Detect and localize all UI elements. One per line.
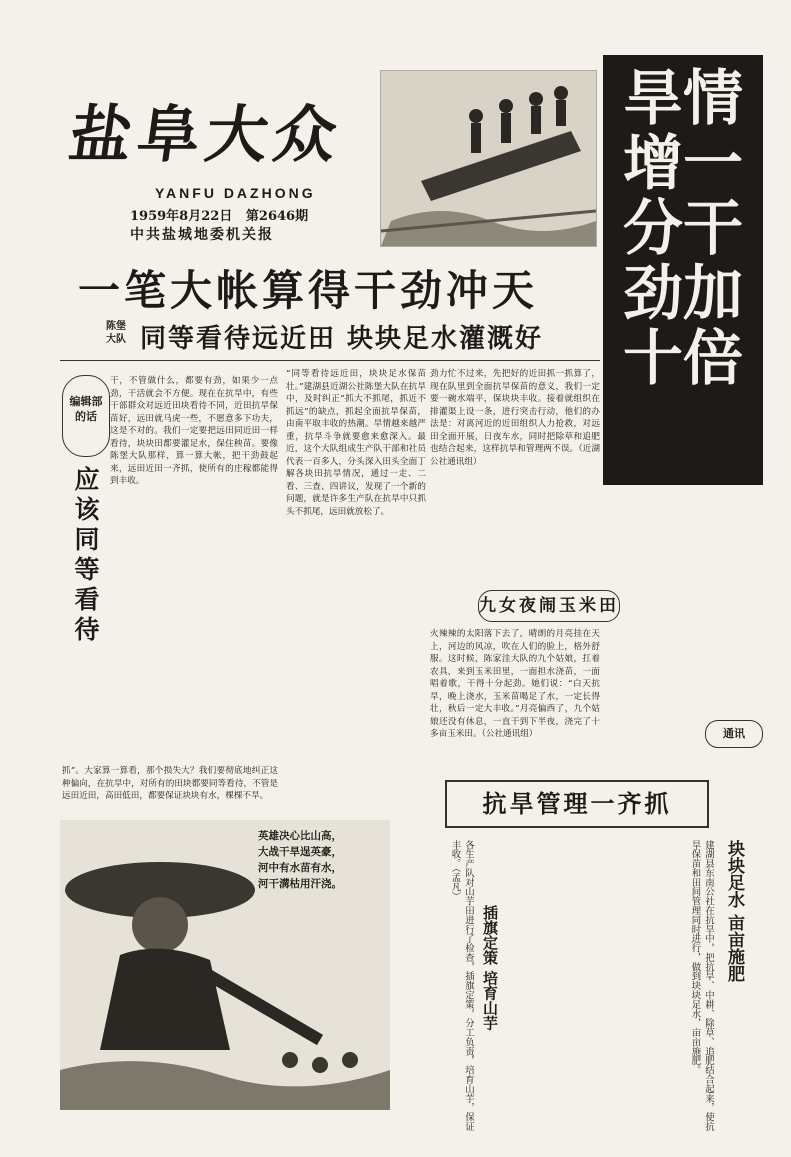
main-story-column-1: “同等看待远近田，块块足水保苗壮。”建湖县近湖公社陈堡大队在抗旱中，及时纠正“抓大不抓尾，抓近不抓远”的缺点，抓起全面抗旱保苗，由南平取丰收的热潮。旱情越来越严重，抗旱斗争就要愈来愈深入。最近，这个大队组成生产队干部和社员代表一百多人，分头深入田头全面丁解各块田抗旱情况，通过一走、二看、三查、四讲议，发现了一个新的问题，就是许多生产队在抗旱中只抓头不抓尾，远田就放松了。 bbox=[286, 369, 426, 517]
story3-title: 抗旱管理一齐抓 bbox=[445, 780, 709, 828]
issue-number: 第2646期 bbox=[245, 209, 309, 224]
story3-subhead-b: 插旗定策 培育山芋 bbox=[481, 905, 499, 1031]
story2-body-right bbox=[605, 490, 765, 715]
main-headline: 一笔大帐算得干劲冲天 bbox=[78, 266, 539, 315]
main-story-column-3: 劲力忙不过来，先把好的近田抓一抓算了，现在队里到全面抗旱保苗的意义，我们一定要一碗水端平，保块块丰收。接着就组织在排灌渠上设一条，进行突击行动，他们的办法是：对离河近的近田组织人力抢救，对远田全面开展，日夜车水，同时把除草和追肥也结合起来，这样抗旱和管理两不误。（近湖公社通讯组） bbox=[430, 369, 600, 467]
headline-divider bbox=[60, 360, 600, 361]
masthead-title: 盐阜大众 bbox=[64, 98, 348, 171]
headline-kicker: 陈堡大队 bbox=[106, 321, 126, 345]
story3-body-b: 各生产队对山芋田进行了检查，插旗定策，分工负责，培育山芋，保证丰收。（孟凡） bbox=[449, 840, 474, 1132]
dateline bbox=[130, 205, 308, 224]
commentary-badge-label: 编辑部的话 bbox=[69, 395, 103, 423]
story2-title: 九女夜闹玉米田 bbox=[478, 590, 620, 622]
slogan-banner bbox=[603, 55, 763, 485]
poem bbox=[258, 828, 386, 892]
story2-body: 火辣辣的太阳落下去了，晴朗的月亮挂在天上，河边的风凉，吹在人们的脸上，格外舒服。这时候，陈家洼大队的九个姑娘，扛着农具，来到玉米田里，一面担水浇苗，一面唱着歌，干得十分起劲。她们说：“白天抗旱，晚上浇水，玉米苗喝足了水，一定长得壮，秋后一定大丰收。”月亮偏西了，九个姑娘还没有休息，一直干到下半夜，浇完了十多亩玉米田。（公社通讯组） bbox=[430, 629, 600, 739]
sub-headline: 同等看待远近田 块块足水灌溉好 bbox=[140, 324, 544, 354]
poem-line: 河中有水苗有水， bbox=[258, 862, 342, 874]
story3-subhead-a: 块块足水 亩亩施肥 bbox=[724, 840, 744, 982]
issue-date: 1959年8月22日 bbox=[130, 209, 233, 224]
commentary-badge bbox=[62, 375, 110, 457]
poem-line: 大战干旱逞英豪， bbox=[258, 846, 342, 858]
commentary-title: 应该同等看待 bbox=[74, 465, 100, 644]
poem-line: 英雄决心比山高， bbox=[258, 830, 342, 842]
poem-line: 河干溝枯用汗浇。 bbox=[258, 878, 342, 890]
masthead-pinyin: YANFU DAZHONG bbox=[155, 185, 316, 201]
correspondent-seal: 通讯 bbox=[705, 720, 763, 748]
irrigation-illustration bbox=[380, 70, 597, 247]
commentary-body-continued: 抓”。大家算一算看，那个损失大？我们要彻底地纠正这种偏向，在抗旱中，对所有的田块都要同等看待，不管是远田近田，高田低田，都要保证块块有水，棵棵不旱。 bbox=[62, 766, 278, 801]
publisher-line: 中共盐城地委机关报 bbox=[130, 227, 274, 243]
commentary-body: 干，不管做什么，都要有劲，如果少一点劲，干活就会不方便。现在在抗旱中，有些干部群众对远近田块看待不同，近田抗旱保苗好，远田就马虎一些，不愿意多下功夫，这是不对的。我们一定要把远田同近田一样看待，块块田都要灌足水，保住秧苗。要像陈堡大队那样，算一算大帐，把干劲鼓起来，远田近田一齐抓，使所有的庄稼都能得到丰收。 bbox=[110, 376, 278, 486]
farmers-waterwheel-drawing bbox=[381, 71, 596, 246]
story3-body-a: 建湖县东南公社在抗旱中，把抗旱、中耕、除草、追肥结合起来，使抗旱保苗和田间管理同时进行，做到块块足水，亩亩施肥。 bbox=[689, 840, 714, 1132]
slogan-text: 旱情增一分干劲加十倍 bbox=[623, 64, 743, 394]
